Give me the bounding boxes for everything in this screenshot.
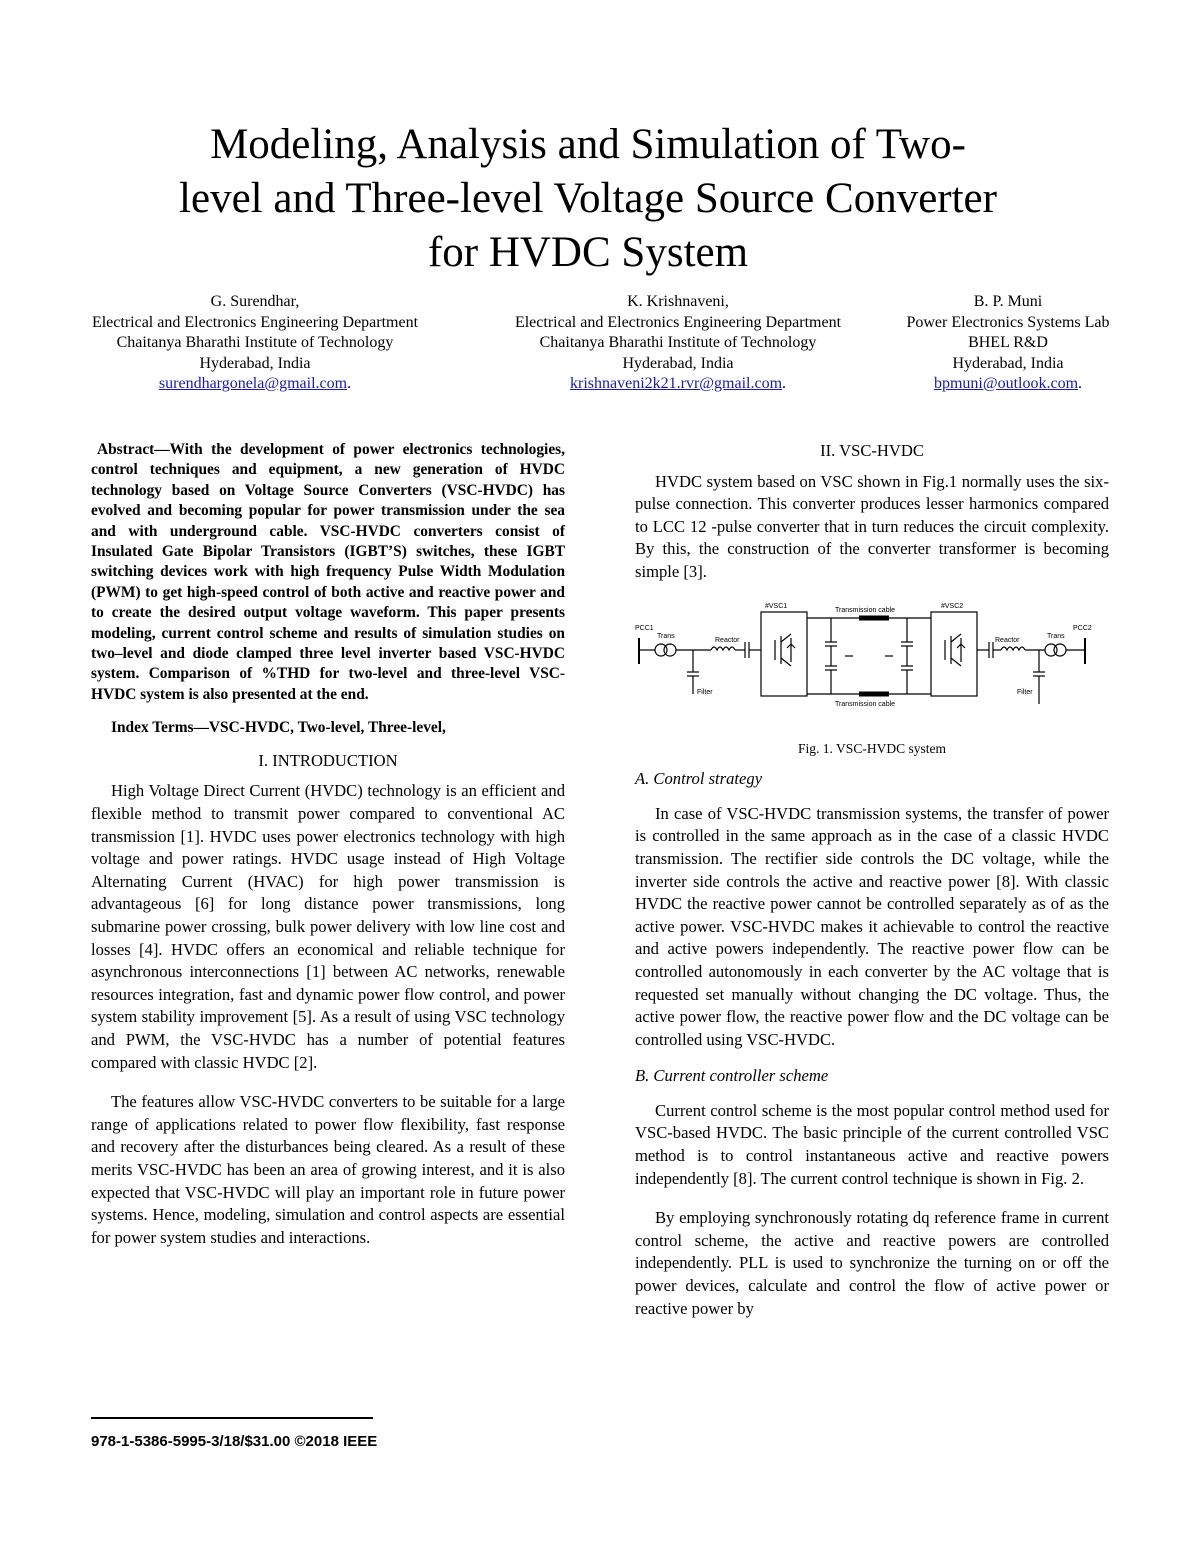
right-column — [635, 440, 1109, 1320]
author-email-link[interactable]: krishnaveni2k21.rvr@gmail.com — [569, 375, 783, 392]
label-pcc2: PCC2 — [1073, 624, 1092, 632]
title-line-3: for HVDC System — [427, 229, 749, 276]
intro-paragraph-2: The features allow VSC-HVDC converters to be suitable for a large range of applications related to power flow flexibility, fast response and recovery after the disturbances being cleared. As a result of these merits VSC-HVDC has been an area of growing interest, and it is also expected that VSC-HVDC will play an important role in future power systems. Hence, modeling, simulation and control aspects are essential for power system studies and interactions. — [91, 1092, 565, 1247]
author-name: B. P. Muni — [973, 293, 1043, 310]
author-name: K. Krishnaveni, — [627, 293, 729, 310]
email-period: . — [1078, 375, 1083, 392]
section-heading-vsc-hvdc: II. VSC-HVDC — [820, 441, 924, 460]
author-dept: Electrical and Electronics Engineering Department — [514, 313, 842, 331]
figure-vsc-hvdc-diagram — [635, 598, 1109, 716]
label-vsc2: #VSC2 — [941, 602, 964, 610]
author-block-1 — [55, 292, 455, 395]
author-dept: Power Electronics Systems Lab — [906, 313, 1110, 331]
author-institute: BHEL R&D — [968, 334, 1048, 351]
author-location: Hyderabad, India — [199, 354, 311, 372]
author-dept: Electrical and Electronics Engineering Department — [91, 313, 419, 331]
left-column — [91, 440, 565, 1249]
label-trans1: Trans — [657, 632, 675, 640]
control-strategy-paragraph: In case of VSC-HVDC transmission systems, the transfer of power is controlled in the same approach as in the case of a classic HVDC transmission. The rectifier side controls the DC voltage, while the inverter side controls the active and reactive power [8]. With classic HVDC the reactive power cannot be controlled separately as of as the active power. VSC-HVDC makes it achievable to control the reactive and active powers independently. The reactive power flow can be controlled autonomously in each converter by the AC voltage that is requested set manually without changing the DC voltage. Thus, the active power flow, the reactive power flow and the DC voltage can be controlled using VSC-HVDC. — [635, 803, 1109, 1049]
label-vsc1: #VSC1 — [765, 602, 788, 610]
current-controller-paragraph-2: By employing synchronously rotating dq reference frame in current control scheme, the active and reactive powers are controlled independently. PLL is used to synchronize the turning on or off the power devices, calculate and control the flow of active power or reactive power by — [635, 1208, 1109, 1318]
title-line-1: Modeling, Analysis and Simulation of Two- — [210, 121, 966, 168]
label-filter2: Filter — [1017, 688, 1033, 696]
current-controller-paragraph-1: Current control scheme is the most popular control method used for VSC-based HVDC. The basic principle of the current controlled VSC method is to control instantaneous active and reactive powers independently [8]. The current control technique is shown in Fig. 2. — [635, 1100, 1109, 1188]
email-period: . — [347, 375, 352, 392]
title-line-2: level and Three-level Voltage Source Converter — [179, 175, 997, 222]
label-cable-top: Transmission cable — [835, 606, 896, 614]
subsection-heading-current-controller: B. Current controller scheme — [635, 1066, 829, 1086]
intro-paragraph-1: High Voltage Direct Current (HVDC) technology is an efficient and flexible method to transmit power compared to conventional AC transmission [1]. HVDC uses power electronics technology with high voltage and power ratings. HVDC usage instead of High Voltage Alternating Current (HVAC) for high power transmission is advantageous [6] for long distance power transmissions, long submarine power crossing, bulk power delivery with low line cost and losses [4]. HVDC offers an economical and reliable technique for asynchronous interconnections [1] between AC networks, renewable resources integration, fast and dynamic power flow control, and power system stability improvement [5]. As a result of using VSC technology and PWM, the VSC-HVDC has a number of potential features compared with classic HVDC [2]. — [91, 781, 565, 1072]
paper-title — [0, 118, 1176, 280]
author-email-link[interactable]: surendhargonela@gmail.com — [158, 375, 348, 392]
footnote-rule — [91, 1417, 373, 1419]
figure-caption: Fig. 1. VSC-HVDC system — [798, 740, 946, 756]
circuit-diagram — [635, 598, 1109, 716]
index-terms: Index Terms—VSC-HVDC, Two-level, Three-level, — [111, 719, 446, 737]
label-cable-bottom: Transmission cable — [835, 700, 896, 708]
label-trans2: Trans — [1047, 632, 1065, 640]
section-heading-introduction: I. INTRODUCTION — [258, 750, 398, 770]
author-name: G. Surendhar, — [210, 293, 300, 310]
label-reactor2: Reactor — [995, 636, 1020, 644]
vsc-paragraph-1: HVDC system based on VSC shown in Fig.1 normally uses the six-pulse connection. This converter produces lesser harmonics compared to LCC 12 -pulse converter that in turn reduces the circuit complexity. By this, the construction of the converter transformer is becoming simple [3]. — [635, 471, 1109, 581]
copyright-notice: 978-1-5386-5995-3/18/$31.00 ©2018 IEEE — [91, 1433, 378, 1450]
author-location: Hyderabad, India — [622, 354, 734, 372]
author-block-3 — [838, 292, 1178, 395]
label-filter1: Filter — [697, 688, 713, 696]
author-institute: Chaitanya Bharathi Institute of Technology — [539, 334, 817, 351]
email-period: . — [782, 375, 787, 392]
author-location: Hyderabad, India — [952, 354, 1064, 372]
label-pcc1: PCC1 — [635, 624, 654, 632]
author-block-2 — [478, 292, 878, 395]
label-reactor1: Reactor — [715, 636, 740, 644]
author-institute: Chaitanya Bharathi Institute of Technology — [116, 334, 394, 351]
subsection-heading-control-strategy: A. Control strategy — [635, 769, 763, 789]
abstract: Abstract—With the development of power electronics technologies, control techniques and equipment, a new generation of HVDC technology based on Voltage Source Converters (VSC-HVDC) has evolved and becoming popular for power transmission under the sea and with underground cable. VSC-HVDC converters consist of Insulated Gate Bipolar Transistors (IGBT’S) switches, these IGBT switching devices work with high frequency Pulse Width Modulation (PWM) to get high-speed control of both active and reactive power and to create the desired output voltage waveform. This paper presents modeling, current control scheme and results of simulation studies on two–level and diode clamped three level inverter based VSC-HVDC system. Comparison of %THD for two-level and three-level VSC-HVDC system is also presented at the end. — [91, 441, 565, 703]
author-email-link[interactable]: bpmuni@outlook.com — [933, 375, 1079, 392]
